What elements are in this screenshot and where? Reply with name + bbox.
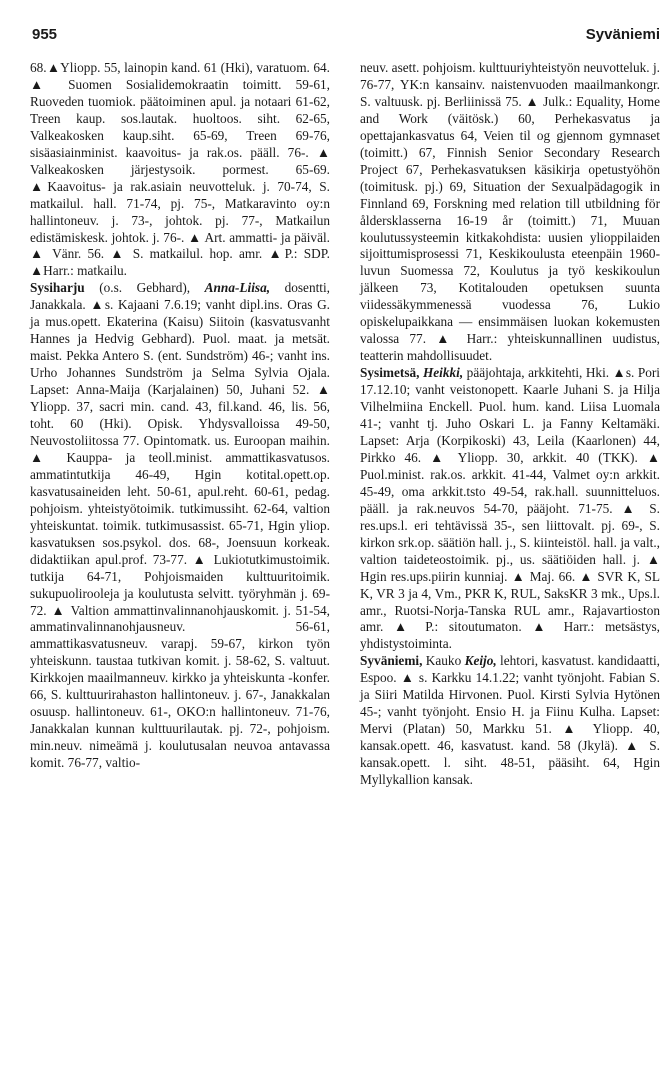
- entry-sysimetsa: [360, 365, 660, 653]
- entry-text: pääjohtaja, arkkitehti, Hki. ▲s. Pori 17.12.10; vanht veistonopett. Kaarle Juhani S. ja Hilja Vilhelmiina Enckell. Puol. hum. kand. Liisa Luomala 41-; vanht tj. Juho Oskari L. ja Fanny Keltamäki. Lapset: Arja (Korpikoski) 43, Leila (Kaarlonen) 44, Pirkko 46. ▲ Yliopp. 30, arkkit. 40 (TKK). ▲ Puol.minist. rak.os. arkkit. 41-44, Valmet oy:n arkkit. 45-49, oma arkkit.tsto 49-54, rak.hall. suunnitteluos. pääll. ja rak.neuvos 54-70, pääjoht. 71-75. ▲ S. res.ups.l. eri tehtävissä 35-, sen liittovalt. pj. 69-, S. kirkon srk.op. säätiön hall. j., S. kiinteistöl. hall. ja valt., valtion taideteostoimik. pj., us. säätiöiden hall. j. ▲ Hgin res.ups.piirin kunniaj. ▲ Maj. 66. ▲ SVR K, SL K, VR 3 ja 4, Vm., PKR K, RUL, SaksKR 3 mk., Ups.l. amr., Ruotsi-Norja-Tanska RUL amr., Rajavartioston amr. ▲ P.: sitoutumaton. ▲ Harr.: metsästys, yhdistystoiminta.: [360, 365, 660, 652]
- entry-pre: Kauko: [422, 653, 465, 669]
- page-number: 955: [32, 26, 58, 43]
- entry-continuation: [30, 60, 330, 280]
- page-header: [32, 26, 660, 50]
- entry-sysiharju: [30, 280, 330, 772]
- text-columns: [30, 60, 660, 789]
- entry-text: dosentti, Janakkala. ▲s. Kajaani 7.6.19; vanht dipl.ins. Oras G. ja mus.opett. Ekaterina (Kaisu) Siitoin (kasvatusvanht Hannes ja Hedvig Gebhard). Puol. maat. ja metsät. maist. Pekka Antero S. (ent. Sundström) 46-; vanht ins. Urho Johannes Sundström ja Selma Sylvia Ojala. Lapset: Anna-Maija (Karjalainen) 50, Juhani 52. ▲ Yliopp. 37, sacri min. cand. 43, fil.kand. 46, lis. 56, toht. 60 (Hki). Opisk. Yhdysvalloissa 49-50, Neuvostoliitossa 77. Opintomatk. us. Euroopan maihin. ▲ Kauppa- ja teoll.minist. ammattikasvatusos. ammatintutkija 46-49, Hgin kotital.opett.op. kasvatusaineiden leht. 50-61, apul.reht. 60-61, pedag. pohjoism. yhteistyötoimik. tutkimussiht. 62-64, valtion yhteiskuntat. toimik. tutkimusassist. 65-71, Hgin yliop. kasvatuksen sos.psykol. dos. 68-, Joensuun korkeak. didaktiikan apul.prof. 73-77. ▲ Lukiotutkimustoimik. tutkija 64-71, Pohjoismaiden kulttuuritoimik. sukupuolirooleja ja koulutusta selvitt. työryhmän j. 69-72. ▲ Valtion ammattinvalinnanohjauskomit. j. 51-54, ammatinvalinnanohjausneuv. 56-61, ammattikasvatusneuv. varapj. 59-67, kirkon työn yhteiskunn. taustaa tutkivan komit. j. 58-62, S. valtuut. Kirkkojen maailmanneuv. kirkko ja yhteiskunta -konfer. 66, S. kulttuurirahaston hallintoneuv. j. 67-, Janakkalan osuusp. hallintoneuv. 61-, OKO:n hallintoneuv. 71-76, Janakkalan kunnan kulttuurilautak. pj. 72-, pohjoism. min.neuv. nimeämä j. koulutusalan neuvoa antavassa komit. 76-77, valtio-: [30, 280, 330, 771]
- entry-call-name: Heikki,: [422, 365, 464, 381]
- entry-text: 68.▲Yliopp. 55, lainopin kand. 61 (Hki), varatuom. 64. ▲ Suomen Sosialidemokraatin toimitt. 59-61, Ruoveden tuomiok. päätoiminen apul. ja notaari 61-62, Treen kaup. sos.lautak. huoltoos. siht. 62-65, Valkeakosken kaup.siht. 65-69, Treen 69-76, sisäasiainminist. kaavoitus- ja rak.os. pääll. 76-. ▲ Valkeakosken järjestysoik. pormest. 65-69. ▲Kaavoitus- ja rak.asiain neuvotteluk. j. 70-74, S. matkailul. hall. 71-74, pj. 75-, Matkaravinto oy:n hallintoneuv. j. 73-, johtok. pj. 77-, Matkailun edistämiskesk. johtok. j. 76-. ▲ Art. ammatti- ja päiväl. ▲ Vänr. 56. ▲ S. matkailul. hop. amr. ▲P.: SDP. ▲Harr.: matkailu.: [30, 60, 330, 279]
- entry-pre: (o.s. Gebhard),: [84, 280, 205, 296]
- entry-text: neuv. asett. pohjoism. kulttuuriyhteistyön neuvotteluk. j. 76-77, YK:n kansainv. naistenvuoden maailmankongr. S. valtuusk. pj. Berliinissä 75. ▲ Julk.: Equality, Home and Work (väitösk.) 60, Perhekasvatus ja opettajankasvatus 64, Veien til og gjennom gymnaset (toimitt.) 67, Finnish Senior Secondary Research Project 67, Perhekasvatuksen käsikirja opetustyöhön (toimitusk. pj.) 69, Situation der Sexualpädagogik in Finnland 69, Forskning med relation till utbildning för åldersklasserna 16-19 år (toimitt.) 71, Muuan koulutussysteemin kitkakohdista: uusien ylioppilaiden sijoittumisprosessi 71, Keskikoulusta eteenpäin 1960-luvun Suomessa 72, Koulutus ja työ keskikoulun jälkeen 73, Kotitalouden opetuksen suunta viidessäkymmenessä vuodessa 76, Lukio opiskelupaikkana — ensimmäisen luokan kokemusten valossa 77. ▲ Harr.: yhteiskunnallinen uudistus, teatterin mahdollisuudet.: [360, 60, 660, 364]
- entry-syvaniemi: [360, 653, 660, 789]
- entry-continuation: [360, 60, 660, 365]
- entry-surname: Syväniemi,: [360, 653, 423, 669]
- running-head: Syväniemi: [585, 26, 660, 43]
- entry-call-name: Anna-Liisa,: [204, 280, 271, 296]
- entry-surname: Sysimetsä,: [360, 365, 420, 381]
- entry-surname: Sysiharju: [30, 280, 85, 296]
- left-column: [30, 60, 330, 789]
- entry-text: lehtori, kasvatust. kandidaatti, Espoo. ▲ s. Karkku 14.1.22; vanht työnjoht. Fabian S. ja Siiri Matilda Hirvonen. Puol. Kirsti Sylvia Hytönen 45-; vanht työnjoht. Ensio H. ja Fiinu Kulha. Lapset: Mervi (Platan) 50, Markku 51. ▲ Yliopp. 40, kansak.opett. 46, kasvatust. kand. 58 (Jkylä). ▲ S. kansak.opett. l. siht. 48-51, pääsiht. 64, Hgin Myllykallion kansak.: [360, 653, 660, 788]
- right-column: [360, 60, 660, 789]
- entry-call-name: Keijo,: [464, 653, 497, 669]
